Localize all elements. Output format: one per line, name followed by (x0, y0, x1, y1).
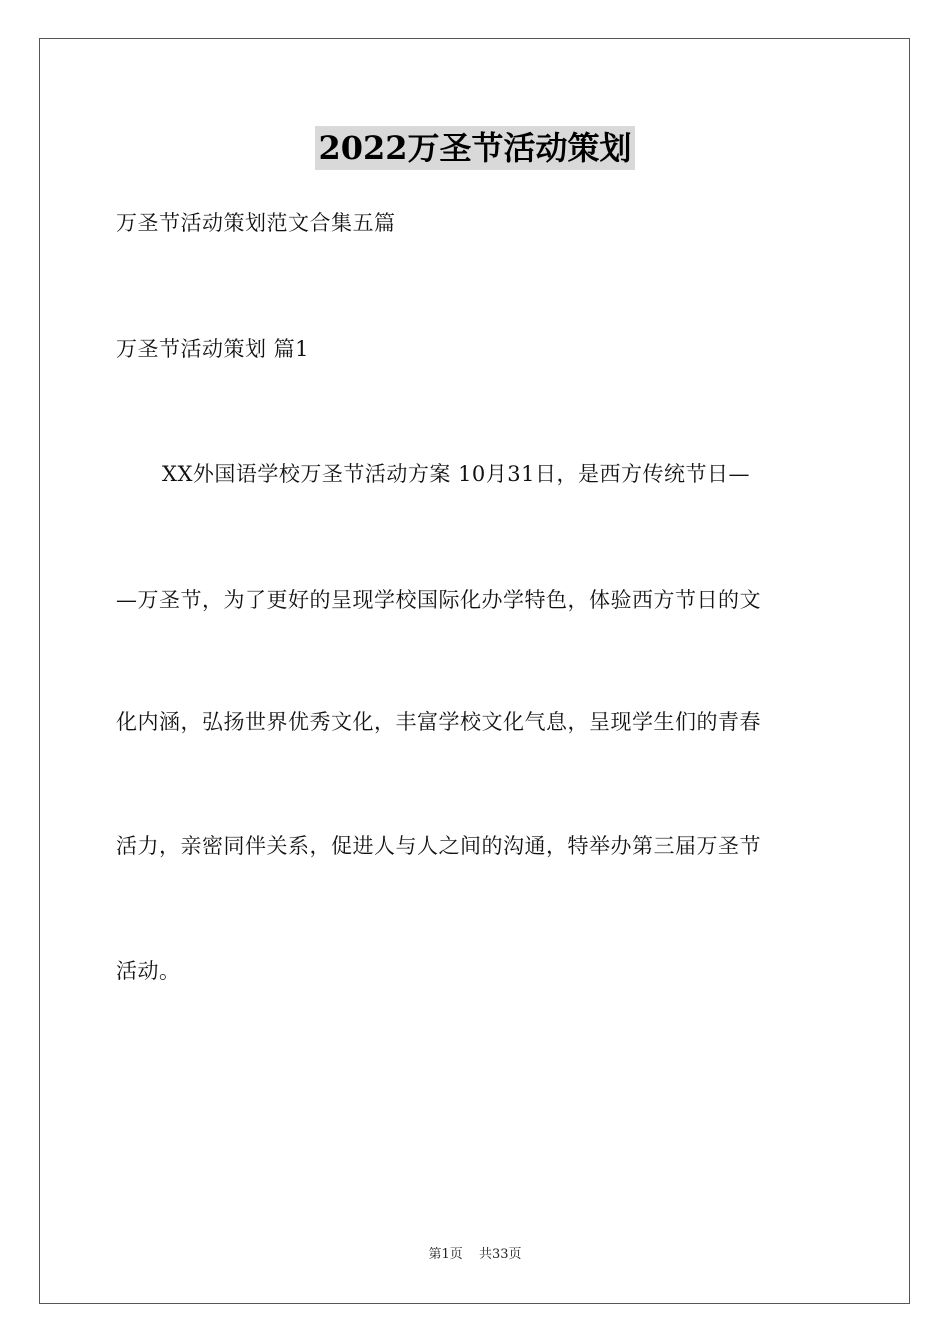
paragraph-line: XX外国语学校万圣节活动方案 10月31日，是西方传统节日— (162, 462, 751, 486)
section-heading: 万圣节活动策划 篇1 (116, 337, 310, 361)
page-total: 共33页 (478, 1247, 522, 1262)
paragraph-line: 活力，亲密同伴关系，促进人与人之间的沟通，特举办第三届万圣节 (116, 834, 761, 858)
paragraph-line: 活动。 (116, 959, 181, 983)
document-title: 2022万圣节活动策划 (315, 126, 634, 170)
paragraph-line: 化内涵，弘扬世界优秀文化，丰富学校文化气息，呈现学生们的青春 (116, 710, 761, 734)
title-container (0, 126, 950, 170)
page-footer (0, 1246, 950, 1264)
paragraph-line: —万圣节，为了更好的呈现学校国际化办学特色，体验西方节日的文 (116, 588, 761, 612)
page-number: 第1页 (428, 1247, 463, 1262)
document-subtitle: 万圣节活动策划范文合集五篇 (116, 211, 396, 235)
